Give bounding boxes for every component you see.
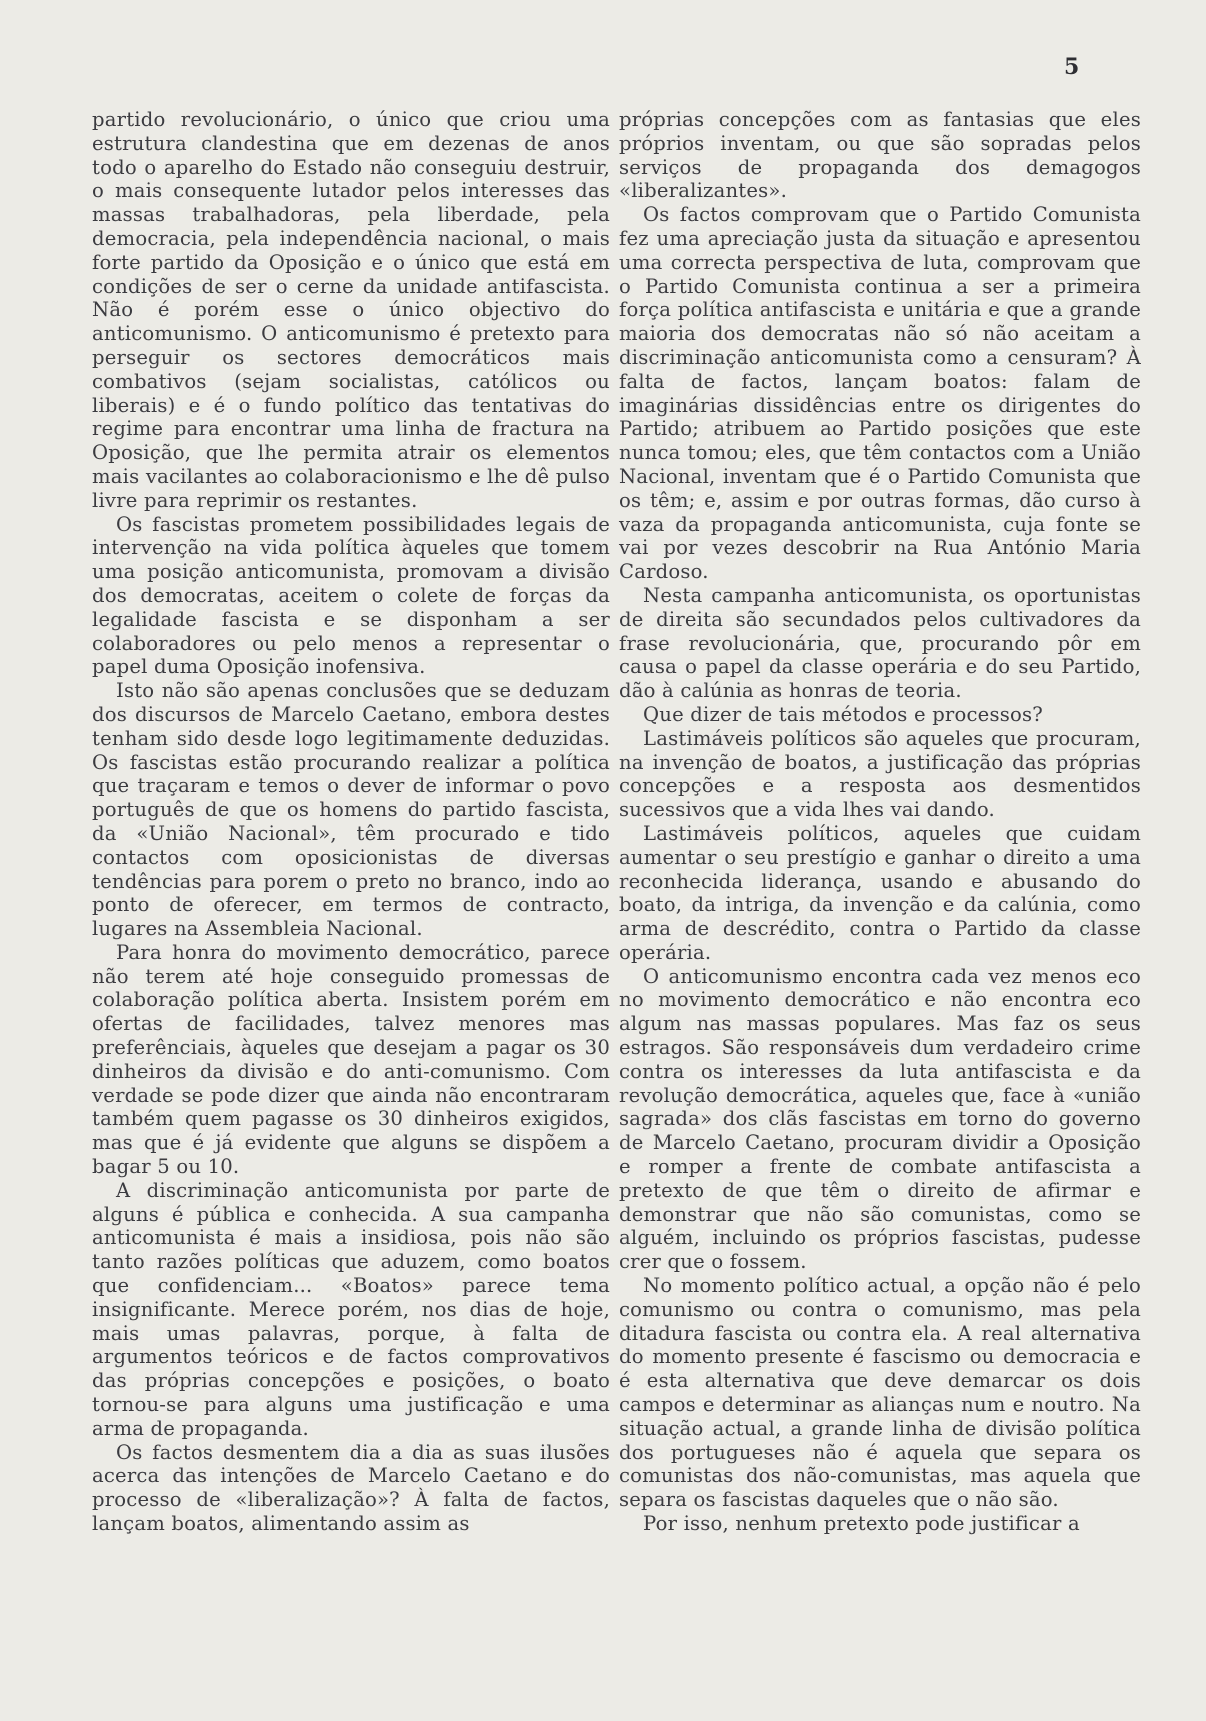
paragraph: próprias concepções com as fantasias que eles próprios inventam, ou que são sopradas pelos serviços de propaganda dos demagogos «liberalizantes». (619, 108, 1141, 203)
paragraph: O anticomunismo encontra cada vez menos eco no movimento democrático e não encontra eco algum nas massas populares. Mas faz os seus estragos. São responsáveis dum verdadeiro crime contra os interesses da luta antifascista e da revolução democrática, aqueles que, face à «união sagrada» dos clãs fascistas em torno do governo de Marcelo Caetano, procuram dividir a Oposição e romper a frente de combate antifascista a pretexto de que têm o direito de afirmar e demonstrar que não são comunistas, como se alguém, incluindo os próprios fascistas, pudesse crer que o fossem. (619, 964, 1141, 1274)
paragraph: Os factos desmentem dia a dia as suas ilusões acerca das intenções de Marcelo Caetano e do processo de «liberalização»? À falta de factos, lançam boatos, alimentando assim as (92, 1440, 610, 1536)
paragraph: partido revolucionário, o único que criou uma estrutura clandestina que em dezenas de anos todo o aparelho do Estado não conseguiu destruir, o mais consequente lutador pelos interesses das massas trabalhadoras, pela liberdade, pela democracia, pela independência nacional, o mais forte partido da Oposição e o único que está em condições de ser o cerne da unidade antifascista. Não é porém esse o único objectivo do anticomunismo. O anticomunismo é pretexto para perseguir os sectores democráticos mais combativos (sejam socialistas, católicos ou liberais) e é o fundo político das tentativas do regime para encontrar uma linha de fractura na Oposição, que lhe permita atrair os elementos mais vacilantes ao colaboracionismo e lhe dê pulso livre para reprimir os restantes. (92, 108, 610, 512)
left-column (92, 108, 610, 1536)
paragraph: Nesta campanha anticomunista, os oportunistas de direita são secundados pelos cultivadores da frase revolucionária, que, procurando pôr em causa o papel da classe operária e do seu Partido, dão à calúnia as honras de teoria. (619, 583, 1141, 703)
paragraph: Os factos comprovam que o Partido Comunista fez uma apreciação justa da situação e apresentou uma correcta perspectiva de luta, comprovam que o Partido Comunista continua a ser a primeira força política antifascista e unitária e que a grande maioria dos democratas não só não aceitam a discriminação anticomunista como a censuram? À falta de factos, lançam boatos: falam de imaginárias dissidências entre os dirigentes do Partido; atribuem ao Partido posições que este nunca tomou; eles, que têm contactos com a União Nacional, inventam que é o Partido Comunista que os têm; e, assim e por outras formas, dão curso à vaza da propaganda anticomunista, cuja fonte se vai por vezes descobrir na Rua António Maria Cardoso. (619, 203, 1141, 584)
paragraph: Isto não são apenas conclusões que se deduzam dos discursos de Marcelo Caetano, embora destes tenham sido desde logo legitimamente deduzidas. Os fascistas estão procurando realizar a política que traçaram e temos o dever de informar o povo português de que os homens do partido fascista, da «União Nacional», têm procurado e tido contactos com oposicionistas de diversas tendências para porem o preto no branco, indo ao ponto de oferecer, em termos de contracto, lugares na Assembleia Nacional. (92, 679, 610, 941)
paragraph: Que dizer de tais métodos e processos? (643, 702, 1043, 726)
paragraph: Por isso, nenhum pretexto pode justificar a (643, 1512, 1080, 1536)
paragraph: A discriminação anticomunista por parte de alguns é pública e conhecida. A sua campanha anticomunista é mais a insidiosa, pois não são tanto razões políticas que aduzem, como boatos que confidenciam... «Boatos» parece tema insignificante. Merece porém, nos dias de hoje, mais umas palavras, porque, à falta de argumentos teóricos e de factos comprovativos das próprias concepções e posições, o boato tornou-se para alguns uma justificação e uma arma de propaganda. (92, 1178, 610, 1440)
paragraph: No momento político actual, a opção não é pelo comunismo ou contra o comunismo, mas pela ditadura fascista ou contra ela. A real alternativa do momento presente é fascismo ou democracia e é esta alternativa que deve demarcar os dois campos e determinar as alianças num e noutro. Na situação actual, a grande linha de divisão política dos portugueses não é aquela que separa os comunistas dos não-comunistas, mas aquela que separa os fascistas daqueles que o não são. (619, 1274, 1141, 1512)
paragraph: Para honra do movimento democrático, parece não terem até hoje conseguido promessas de colaboração política aberta. Insistem porém em ofertas de facilidades, talvez menores mas preferênciais, àqueles que desejam a pagar os 30 dinheiros da divisão e do anti-comunismo. Com verdade se pode dizer que ainda não encontraram também quem pagasse os 30 dinheiros exigidos, mas que é já evidente que alguns se dispõem a bagar 5 ou 10. (92, 940, 610, 1179)
paragraph: Lastimáveis políticos, aqueles que cuidam aumentar o seu prestígio e ganhar o direito a uma reconhecida liderança, usando e abusando do boato, da intriga, da invenção e da calúnia, como arma de descrédito, contra o Partido da classe operária. (619, 821, 1141, 964)
paragraph: Os fascistas prometem possibilidades legais de intervenção na vida política àqueles que tomem uma posição anticomunista, promovam a divisão dos democratas, aceitem o colete de forças da legalidade fascista e se disponham a ser colaboradores ou pelo menos a representar o papel duma Oposição inofensiva. (92, 512, 610, 679)
page-number: 5 (1064, 54, 1080, 80)
right-column (619, 108, 1141, 1536)
paragraph: Lastimáveis políticos são aqueles que procuram, na invenção de boatos, a justificação das próprias concepções e a resposta aos desmentidos sucessivos que a vida lhes vai dando. (619, 726, 1141, 822)
